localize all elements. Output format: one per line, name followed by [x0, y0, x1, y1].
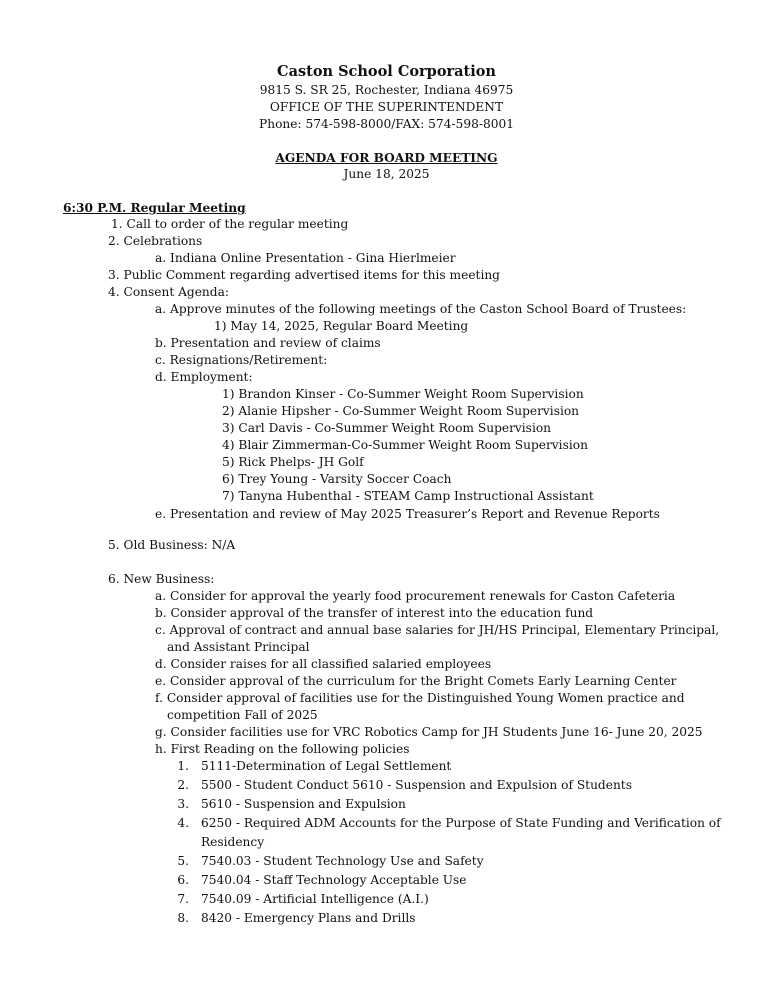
policy-number: 2.	[177, 778, 189, 792]
policy-item: 7540.03 - Student Technology Use and Safety	[201, 854, 484, 868]
policy-number: 6.	[177, 873, 189, 887]
policy-item: 5500 - Student Conduct 5610 - Suspension and Expulsion of Students	[201, 778, 632, 792]
employment-item: 6) Trey Young - Varsity Soccer Coach	[222, 472, 452, 486]
policy-number: 4.	[177, 816, 189, 830]
agenda-subitem: a. Approve minutes of the following meetings of the Caston School Board of Trustees:	[155, 302, 687, 316]
policy-item: 5111-Determination of Legal Settlement	[201, 759, 452, 773]
agenda-subitem: d. Employment:	[155, 370, 253, 384]
agenda-subitem: f. Consider approval of facilities use for the Distinguished Young Women practice and	[155, 691, 685, 705]
agenda-subitem: e. Presentation and review of May 2025 Treasurer’s Report and Revenue Reports	[155, 507, 660, 521]
agenda-subsubitem: 1) May 14, 2025, Regular Board Meeting	[214, 319, 469, 333]
employment-item: 1) Brandon Kinser - Co-Summer Weight Room Supervision	[222, 387, 584, 401]
office-title: OFFICE OF THE SUPERINTENDENT	[269, 100, 504, 114]
agenda-subitem: d. Consider raises for all classified salaried employees	[155, 657, 492, 671]
policy-number: 5.	[177, 854, 189, 868]
employment-item: 7) Tanyna Hubenthal - STEAM Camp Instructional Assistant	[222, 489, 594, 503]
policy-item: 8420 - Emergency Plans and Drills	[201, 911, 416, 925]
agenda-item: 6. New Business:	[108, 572, 215, 586]
agenda-subitem: c. Approval of contract and annual base salaries for JH/HS Principal, Elementary Principal,	[155, 623, 720, 637]
agenda-subitem: b. Consider approval of the transfer of interest into the education fund	[155, 606, 594, 620]
agenda-item: 1. Call to order of the regular meeting	[111, 217, 349, 231]
policy-item: 7540.09 - Artificial Intelligence (A.I.)	[201, 892, 429, 906]
agenda-subitem: e. Consider approval of the curriculum for the Bright Comets Early Learning Center	[155, 674, 677, 688]
employment-item: 5) Rick Phelps- JH Golf	[222, 455, 364, 469]
policy-item-continued: Residency	[201, 835, 265, 849]
employment-item: 2) Alanie Hipsher - Co-Summer Weight Room Supervision	[222, 404, 580, 418]
policy-number: 7.	[177, 892, 189, 906]
policy-item: 6250 - Required ADM Accounts for the Purpose of State Funding and Verification of	[201, 816, 721, 830]
employment-item: 3) Carl Davis - Co-Summer Weight Room Supervision	[222, 421, 552, 435]
section-heading: 6:30 P.M. Regular Meeting	[63, 201, 246, 215]
agenda-subitem-continued: and Assistant Principal	[167, 640, 310, 654]
policy-number: 1.	[177, 759, 189, 773]
employment-item: 4) Blair Zimmerman-Co-Summer Weight Room Supervision	[222, 438, 588, 452]
address: 9815 S. SR 25, Rochester, Indiana 46975	[259, 83, 514, 97]
agenda-title: AGENDA FOR BOARD MEETING	[275, 151, 498, 165]
agenda-subitem: h. First Reading on the following policies	[155, 742, 410, 756]
agenda-subitem: a. Indiana Online Presentation - Gina Hierlmeier	[155, 251, 456, 265]
agenda-item: 3. Public Comment regarding advertised items for this meeting	[108, 268, 500, 282]
agenda-item: 4. Consent Agenda:	[108, 285, 229, 299]
agenda-item: 2. Celebrations	[108, 234, 203, 248]
meeting-date: June 18, 2025	[343, 167, 430, 181]
policy-number: 3.	[177, 797, 189, 811]
organization-name: Caston School Corporation	[277, 63, 496, 80]
policy-item: 7540.04 - Staff Technology Acceptable Use	[201, 873, 467, 887]
agenda-subitem: b. Presentation and review of claims	[155, 336, 381, 350]
agenda-subitem: a. Consider for approval the yearly food procurement renewals for Caston Cafeteria	[155, 589, 676, 603]
policy-number: 8.	[177, 911, 189, 925]
agenda-item: 5. Old Business: N/A	[108, 538, 236, 552]
agenda-subitem: g. Consider facilities use for VRC Robotics Camp for JH Students June 16- June 20, 2025	[155, 725, 703, 739]
phone-fax: Phone: 574-598-8000/FAX: 574-598-8001	[259, 117, 514, 131]
policy-item: 5610 - Suspension and Expulsion	[201, 797, 406, 811]
agenda-subitem: c. Resignations/Retirement:	[155, 353, 328, 367]
agenda-subitem-continued: competition Fall of 2025	[167, 708, 318, 722]
